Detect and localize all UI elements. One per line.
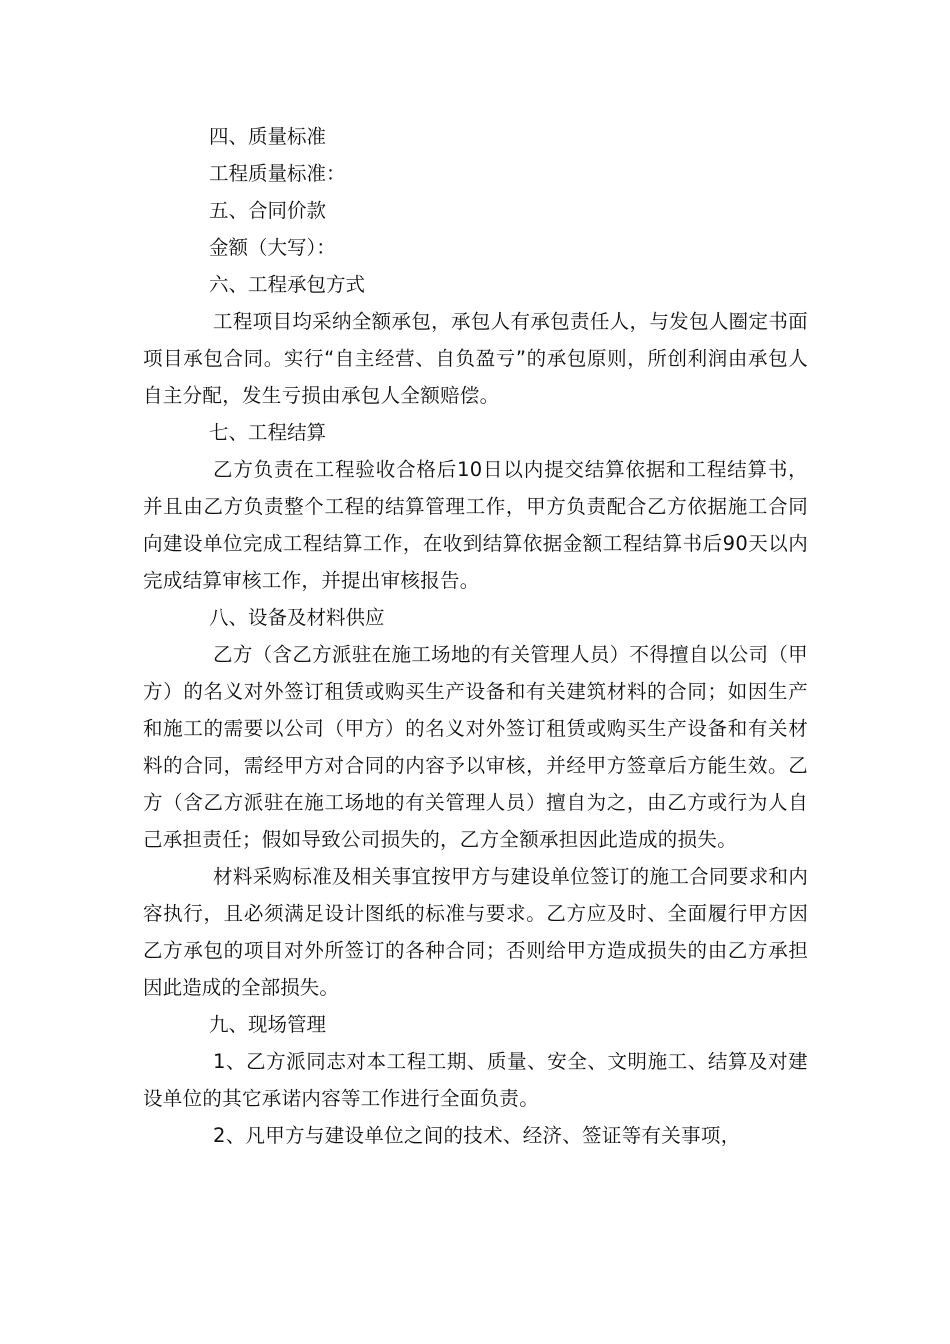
site-management-item-1: 1、乙方派同志对本工程工期、质量、安全、文明施工、结算及对建设单位的其它承诺内容等工作进行全面负责。 [143,1050,808,1110]
section-heading-settlement: 七、工程结算 [209,421,327,444]
site-management-item-2: 2、凡甲方与建设单位之间的技术、经济、签证等有关事项， [213,1124,741,1147]
equipment-supply-paragraph-1: 乙方（含乙方派驻在施工场地的有关管理人员）不得擅自以公司（甲方）的名义对外签订租赁或购买生产设备和有关建筑材料的合同；如因生产和施工的需要以公司（甲方）的名义对外签订租赁或购买生产设备和有关材料的合同，需经甲方对合同的内容予以审核，并经甲方签章后方能生效。乙方（含乙方派驻在施工场地的有关管理人员）擅自为之，由乙方或行为人自己承担责任；假如导致公司损失的，乙方全额承担因此造成的损失。 [143,643,808,851]
section-heading-site-management: 九、现场管理 [209,1013,327,1036]
section-heading-contracting-method: 六、工程承包方式 [209,273,366,296]
section-heading-quality-standard: 四、质量标准 [209,125,327,148]
settlement-paragraph: 乙方负责在工程验收合格后10日以内提交结算依据和工程结算书，并且由乙方负责整个工程的结算管理工作，甲方负责配合乙方依据施工合同向建设单位完成工程结算工作，在收到结算依据金额工程结算书后90天以内完成结算审核工作，并提出审核报告。 [143,458,808,592]
quality-standard-line: 工程质量标准： [209,162,346,185]
section-heading-contract-price: 五、合同价款 [209,199,327,222]
contracting-method-paragraph: 工程项目均采纳全额承包，承包人有承包责任人，与发包人圈定书面项目承包合同。实行“自主经营、自负盈亏”的承包原则，所创利润由承包人自主分配，发生亏损由承包人全额赔偿。 [143,310,808,407]
section-heading-equipment-supply: 八、设备及材料供应 [209,606,385,629]
amount-line: 金额（大写）： [209,236,336,259]
equipment-supply-paragraph-2: 材料采购标准及相关事宜按甲方与建设单位签订的施工合同要求和内容执行，且必须满足设计图纸的标准与要求。乙方应及时、全面履行甲方因乙方承包的项目对外所签订的各种合同；否则给甲方造成损失的由乙方承担因此造成的全部损失。 [143,865,808,999]
document-body [143,118,808,1154]
